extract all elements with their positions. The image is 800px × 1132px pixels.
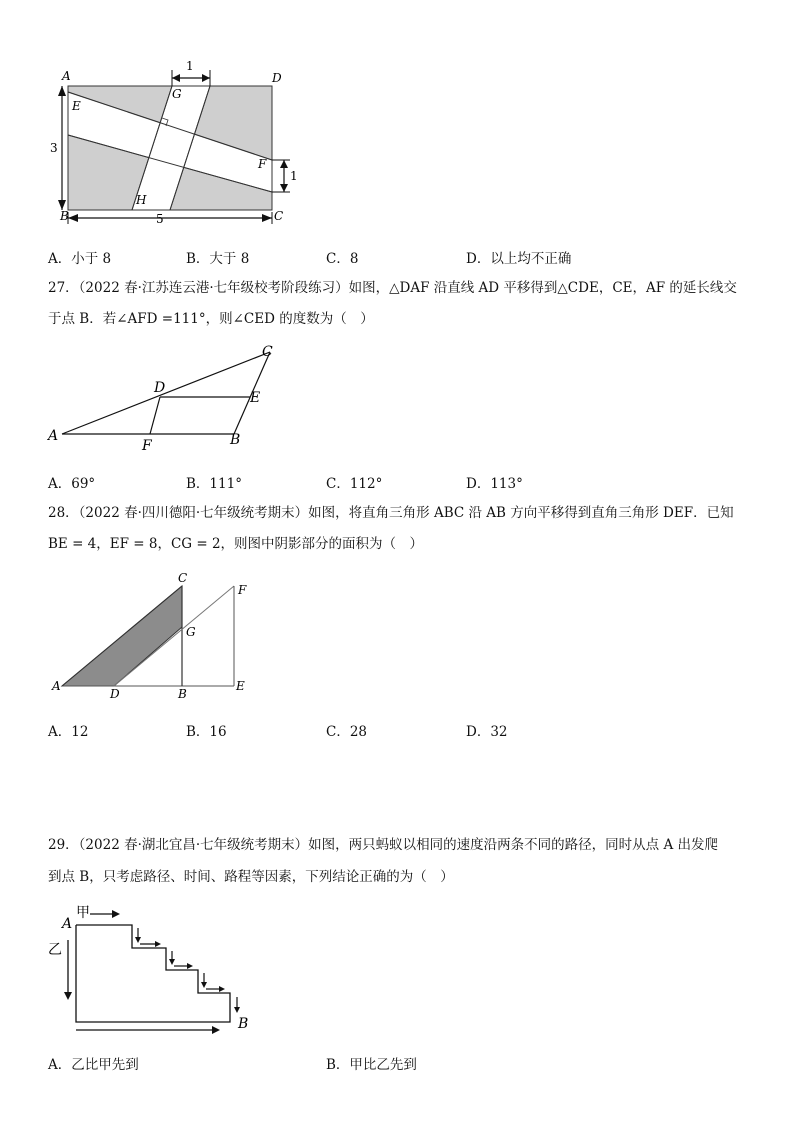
q27-label-d: D bbox=[154, 380, 166, 396]
q27-figure bbox=[40, 338, 300, 458]
q28-label-e: E bbox=[236, 679, 245, 693]
label-a: A bbox=[62, 69, 71, 83]
q27-label-e: E bbox=[250, 390, 261, 406]
q29-text-line1: 29．（2022 春·湖北宜昌·七年级统考期末）如图，两只蚂蚁以相同的速度沿两条不同的路径，同时从点 A 出发爬 bbox=[48, 837, 718, 853]
label-f: F bbox=[258, 157, 267, 171]
q29-option-a: A．乙比甲先到 bbox=[48, 1057, 139, 1073]
q28-text-line2: BE = 4，EF = 8，CG = 2，则图中阴影部分的面积为（ ） bbox=[48, 536, 424, 552]
q28-option-c: C．28 bbox=[326, 724, 368, 740]
q29-option-b: B．甲比乙先到 bbox=[326, 1057, 417, 1073]
q29-text-line2: 到点 B，只考虑路径、时间、路程等因素，下列结论正确的为（ ） bbox=[48, 869, 454, 885]
q27-text-line2: 于点 B．若∠AFD =111°，则∠CED 的度数为（ ） bbox=[48, 311, 374, 327]
q28-option-a: A．12 bbox=[48, 724, 89, 740]
q27-option-c: C．112° bbox=[326, 476, 383, 492]
q28-option-d: D．32 bbox=[466, 724, 508, 740]
figure-rectangle-strips bbox=[44, 52, 314, 234]
q26-option-c: C．8 bbox=[326, 251, 359, 267]
label-b: B bbox=[60, 209, 69, 223]
dim-left: 3 bbox=[50, 141, 58, 155]
dim-bottom: 5 bbox=[156, 212, 164, 226]
label-g: G bbox=[172, 87, 182, 101]
q29-label-a: A bbox=[62, 916, 73, 932]
q28-figure bbox=[44, 570, 274, 700]
q28-label-g: G bbox=[186, 625, 196, 639]
q26-option-b: B．大于 8 bbox=[186, 251, 250, 267]
q26-option-d: D．以上均不正确 bbox=[466, 251, 572, 267]
dim-right: 1 bbox=[290, 169, 298, 183]
q26-option-a: A．小于 8 bbox=[48, 251, 112, 267]
q27-option-a: A．69° bbox=[48, 476, 96, 492]
q27-label-b: B bbox=[230, 432, 241, 448]
q29-figure bbox=[40, 900, 270, 1040]
q27-option-b: B．111° bbox=[186, 476, 242, 492]
label-c: C bbox=[274, 209, 284, 223]
q28-option-b: B．16 bbox=[186, 724, 227, 740]
staircase-shape bbox=[76, 925, 230, 1022]
q27-text-line1: 27．（2022 春·江苏连云港·七年级校考阶段练习）如图，△DAF 沿直线 AD 平移得到△CDE，CE，AF 的延长线交 bbox=[48, 280, 737, 296]
q27-label-f: F bbox=[142, 438, 152, 454]
label-d: D bbox=[272, 71, 282, 85]
q28-label-a: A bbox=[52, 679, 61, 693]
q29-label-b: B bbox=[238, 1016, 249, 1032]
q29-label-yi: 乙 bbox=[48, 942, 62, 958]
q29-label-jia: 甲 bbox=[76, 905, 90, 921]
q27-label-a: A bbox=[48, 428, 59, 444]
q28-label-c: C bbox=[178, 571, 188, 585]
q28-label-d: D bbox=[110, 687, 120, 700]
q28-label-b: B bbox=[178, 687, 187, 700]
q27-option-d: D．113° bbox=[466, 476, 523, 492]
q27-label-c: C bbox=[262, 344, 273, 360]
label-h: H bbox=[136, 193, 147, 207]
dim-top: 1 bbox=[186, 59, 194, 73]
label-e: E bbox=[72, 99, 81, 113]
q28-label-f: F bbox=[238, 583, 247, 597]
q28-text-line1: 28．（2022 春·四川德阳·七年级统考期末）如图，将直角三角形 ABC 沿 AB 方向平移得到直角三角形 DEF．已知 bbox=[48, 505, 734, 521]
